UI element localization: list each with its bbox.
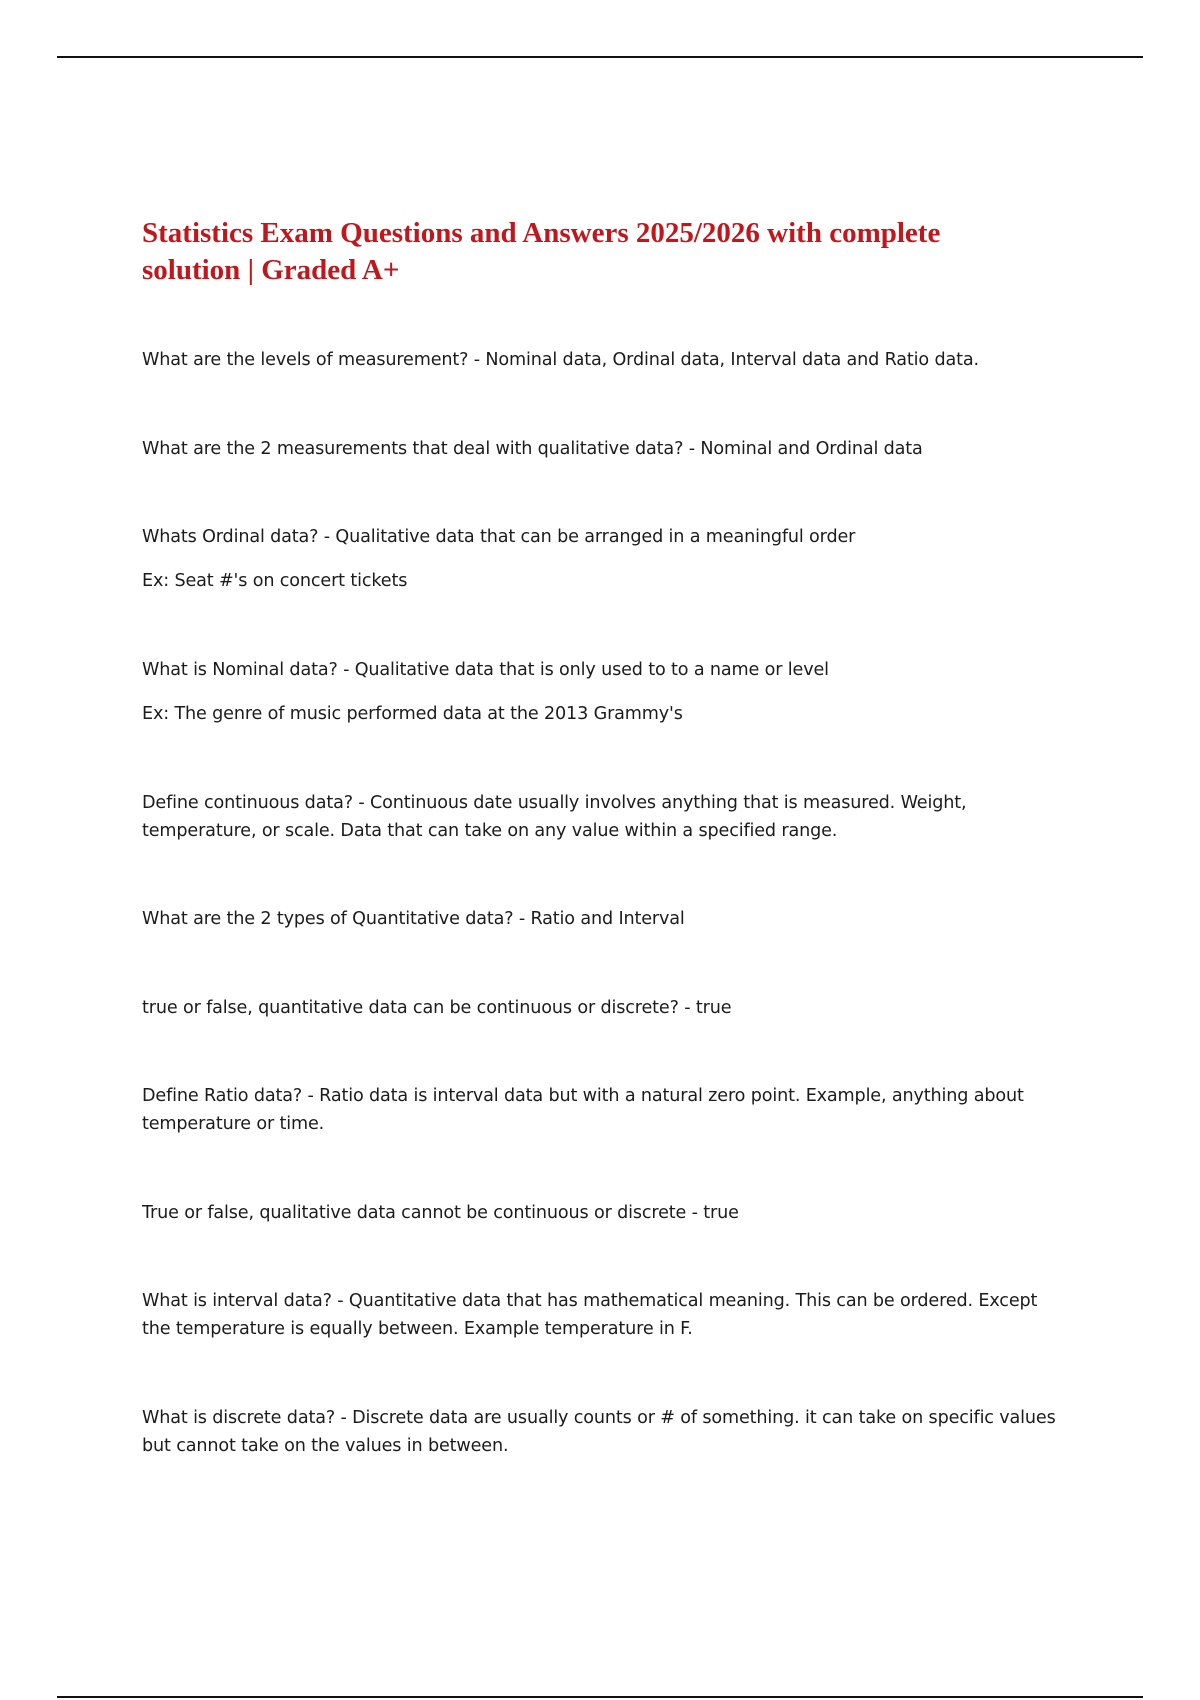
qa-entry-qualitative-continuous-discrete [142, 1199, 1082, 1227]
qa-text: What are the levels of measurement? - Nominal data, Ordinal data, Interval data and Ratio data. [142, 350, 979, 370]
document-title-line-1: Statistics Exam Questions and Answers 2025/2026 with complete [142, 217, 941, 249]
document-title [142, 215, 1062, 289]
qa-text-line-2: temperature, or scale. Data that can take on any value within a specified range. [142, 821, 838, 841]
qa-text: true or false, quantitative data can be continuous or discrete? - true [142, 998, 732, 1018]
qa-text: True or false, qualitative data cannot be continuous or discrete - true [142, 1203, 739, 1223]
qa-text-line-2: temperature or time. [142, 1114, 325, 1134]
qa-entry-quantitative-types [142, 905, 1082, 933]
qa-text-line-1: Define Ratio data? - Ratio data is interval data but with a natural zero point. Example, anything about [142, 1086, 1024, 1106]
qa-entry-ratio-data [142, 1082, 1082, 1138]
qa-text-line-2: but cannot take on the values in between. [142, 1436, 509, 1456]
top-rule [57, 56, 1143, 58]
qa-text: What are the 2 types of Quantitative data? - Ratio and Interval [142, 909, 685, 929]
qa-text-line-1: What is interval data? - Quantitative data that has mathematical meaning. This can be ordered. Except [142, 1291, 1038, 1311]
qa-text: What are the 2 measurements that deal with qualitative data? - Nominal and Ordinal data [142, 439, 923, 459]
qa-example: Ex: Seat #'s on concert tickets [142, 571, 408, 591]
qa-entry-quantitative-continuous-discrete [142, 994, 1082, 1022]
qa-entry-qualitative-measurements [142, 435, 1082, 463]
qa-text: What is Nominal data? - Qualitative data that is only used to to a name or level [142, 660, 829, 680]
qa-text-line-1: Define continuous data? - Continuous date usually involves anything that is measured. Weight, [142, 793, 967, 813]
document-title-line-2: solution | Graded A+ [142, 254, 400, 286]
qa-text-line-2: the temperature is equally between. Example temperature in F. [142, 1319, 693, 1339]
qa-entry-interval-data [142, 1287, 1082, 1343]
qa-entry-nominal-data [142, 656, 1082, 728]
qa-entry-ordinal-data [142, 523, 1082, 595]
qa-example: Ex: The genre of music performed data at the 2013 Grammy's [142, 704, 683, 724]
qa-text: Whats Ordinal data? - Qualitative data that can be arranged in a meaningful order [142, 527, 856, 547]
qa-entry-levels-of-measurement [142, 346, 1082, 374]
qa-entry-discrete-data [142, 1404, 1082, 1460]
bottom-rule [57, 1696, 1143, 1698]
qa-entry-continuous-data [142, 789, 1082, 845]
qa-text-line-1: What is discrete data? - Discrete data are usually counts or # of something. it can take on specific values [142, 1408, 1056, 1428]
